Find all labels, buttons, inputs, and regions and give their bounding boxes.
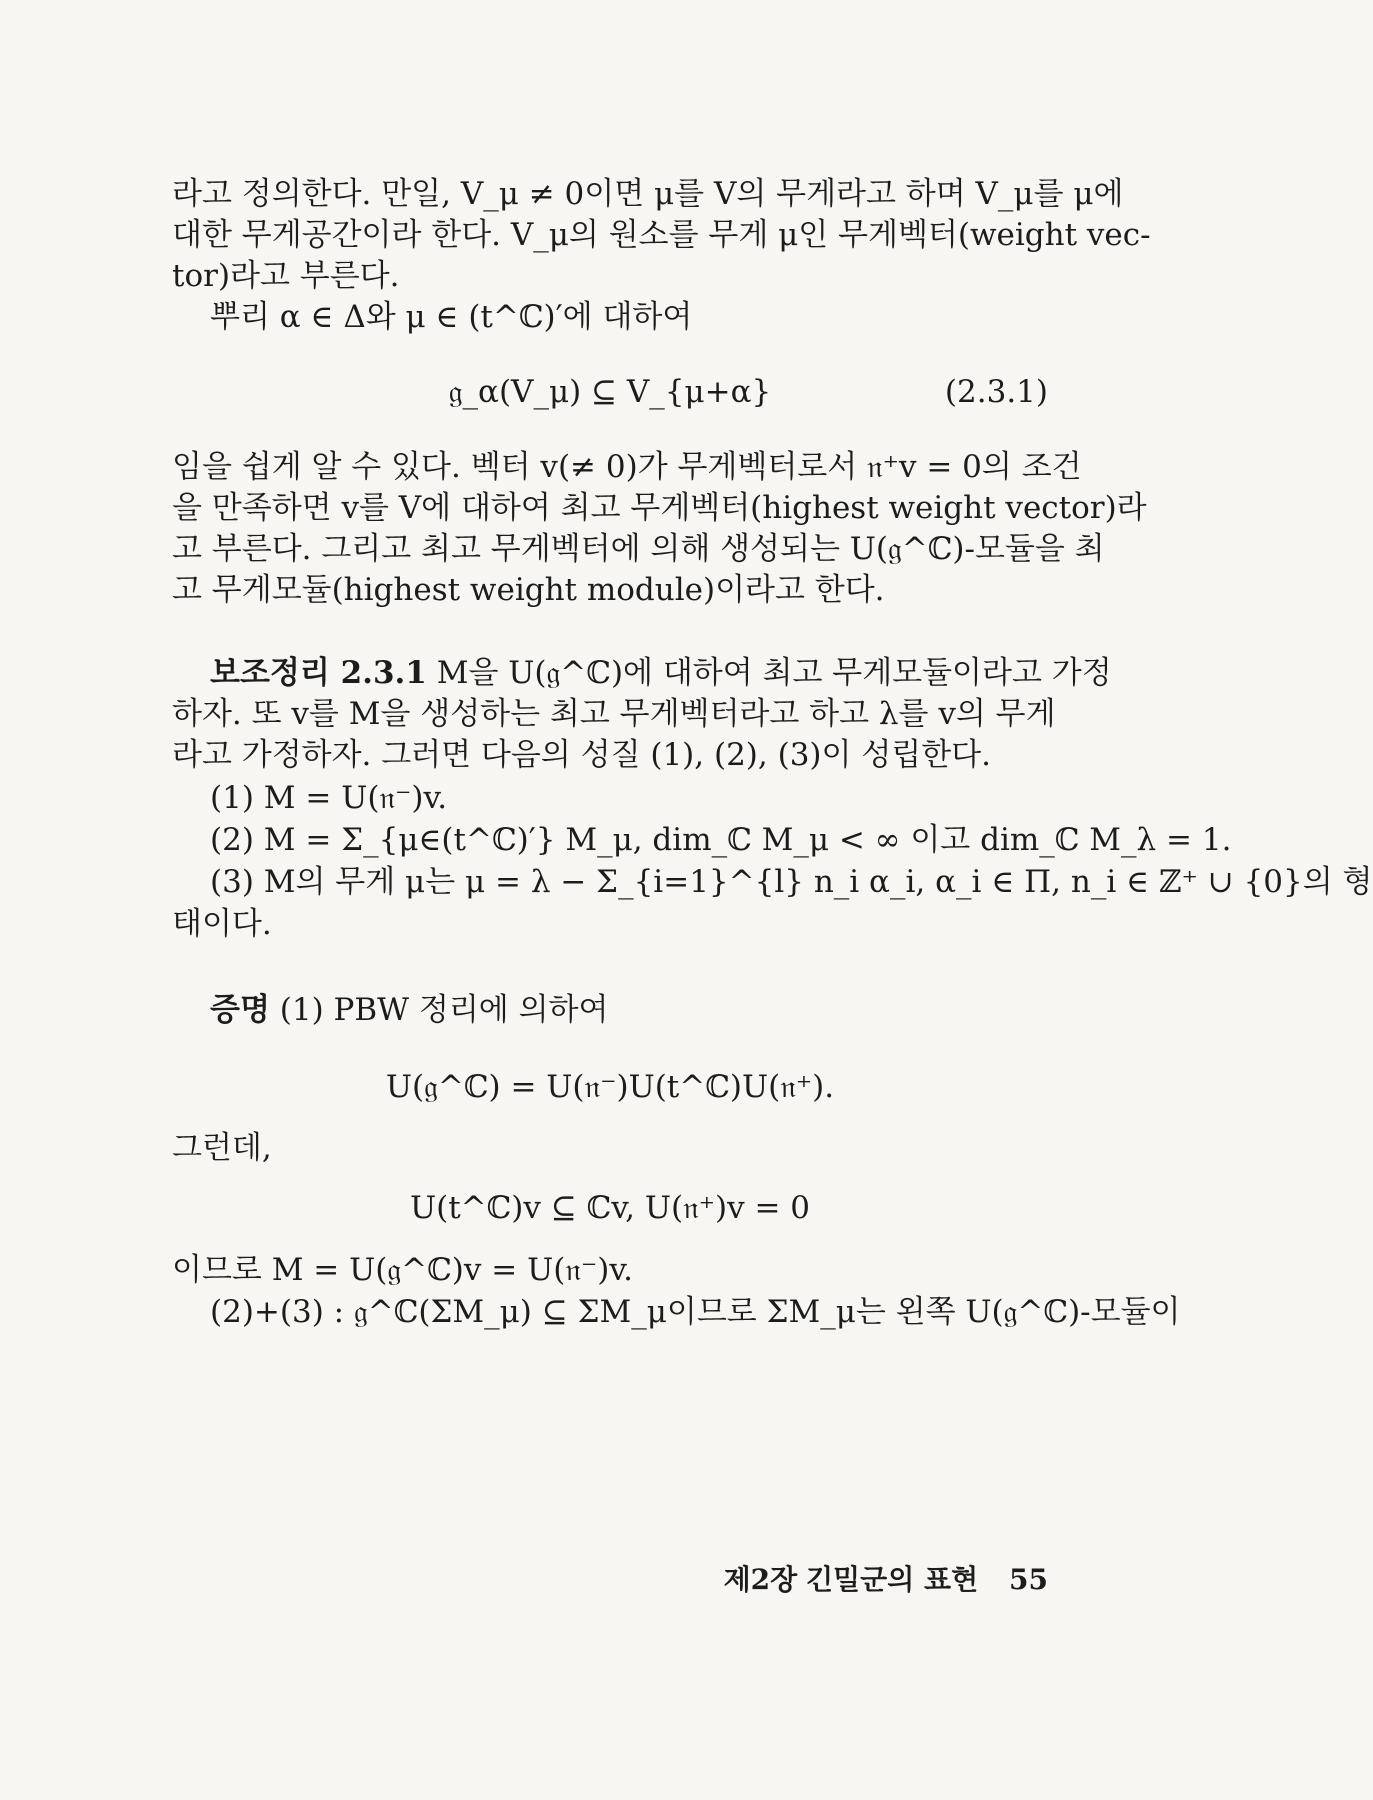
body-text-line: 이므로 M = U(𝔤^ℂ)v = U(𝔫⁻)v. [172, 1252, 634, 1288]
body-text-line: 을 만족하면 v를 V에 대하여 최고 무게벡터(highest weight vector)라 [172, 490, 1147, 526]
body-text-line: (2)+(3) : 𝔤^ℂ(ΣM_μ) ⊆ ΣM_μ이므로 ΣM_μ는 왼쪽 U(𝔤^ℂ)-모듈이 [210, 1294, 1181, 1330]
lemma-first-line [210, 653, 1112, 693]
body-text-line: tor)라고 부른다. [172, 258, 400, 294]
proof-first-line [210, 990, 1048, 1030]
equation-number: (2.3.1) [944, 374, 1048, 410]
chapter-title: 긴밀군의 표현 [806, 1563, 979, 1596]
chapter-label: 제2장 [723, 1563, 798, 1596]
lemma-heading: 보조정리 2.3.1 [210, 655, 427, 691]
lemma-item: (2) M = Σ_{μ∈(t^ℂ)′} M_μ, dim_ℂ M_μ < ∞ 이고 dim_ℂ M_λ = 1. [210, 822, 1232, 858]
proof-text: (1) PBW 정리에 의하여 [279, 992, 609, 1028]
body-text-line: 고 부른다. 그리고 최고 무게벡터에 의해 생성되는 U(𝔤^ℂ)-모듈을 최 [172, 531, 1105, 567]
body-text-line: 고 무게모듈(highest weight module)이라고 한다. [172, 572, 885, 608]
display-equation: U(t^ℂ)v ⊆ ℂv, U(𝔫⁺)v = 0 [409, 1190, 811, 1226]
body-text-line: 대한 무게공간이라 한다. V_μ의 원소를 무게 μ인 무게벡터(weight vec- [172, 217, 1151, 253]
body-text-line: 임을 쉽게 알 수 있다. 벡터 v(≠ 0)가 무게벡터로서 𝔫⁺v = 0의 조건 [172, 449, 1082, 485]
body-text-line: 태이다. [172, 906, 272, 942]
lemma-item: (3) M의 무게 μ는 μ = λ − Σ_{i=1}^{l} n_i α_i, α_i ∈ Π, n_i ∈ ℤ⁺ ∪ {0}의 형 [210, 864, 1373, 900]
body-text-line: 라고 정의한다. 만일, V_μ ≠ 0이면 μ를 V의 무게라고 하며 V_μ를 μ에 [172, 176, 1124, 212]
body-text-line: 라고 가정하자. 그러면 다음의 성질 (1), (2), (3)이 성립한다. [172, 737, 991, 773]
display-equation [172, 372, 1048, 412]
body-text-line: 뿌리 α ∈ Δ와 μ ∈ (t^ℂ)′에 대하여 [210, 299, 693, 335]
body-text-line: 그런데, [172, 1130, 272, 1166]
lemma-item: (1) M = U(𝔫⁻)v. [210, 780, 448, 816]
equation-body: 𝔤_α(V_μ) ⊆ V_{μ+α} [448, 374, 772, 410]
body-text-line: 하자. 또 v를 M을 생성하는 최고 무게벡터라고 하고 λ를 v의 무게 [172, 696, 1056, 732]
running-footer [600, 1562, 1048, 1598]
display-equation: U(𝔤^ℂ) = U(𝔫⁻)U(t^ℂ)U(𝔫⁺). [385, 1069, 835, 1105]
lemma-text: M을 U(𝔤^ℂ)에 대하여 최고 무게모듈이라고 가정 [436, 655, 1112, 691]
proof-heading: 증명 [210, 992, 270, 1028]
page-number: 55 [1009, 1563, 1048, 1596]
